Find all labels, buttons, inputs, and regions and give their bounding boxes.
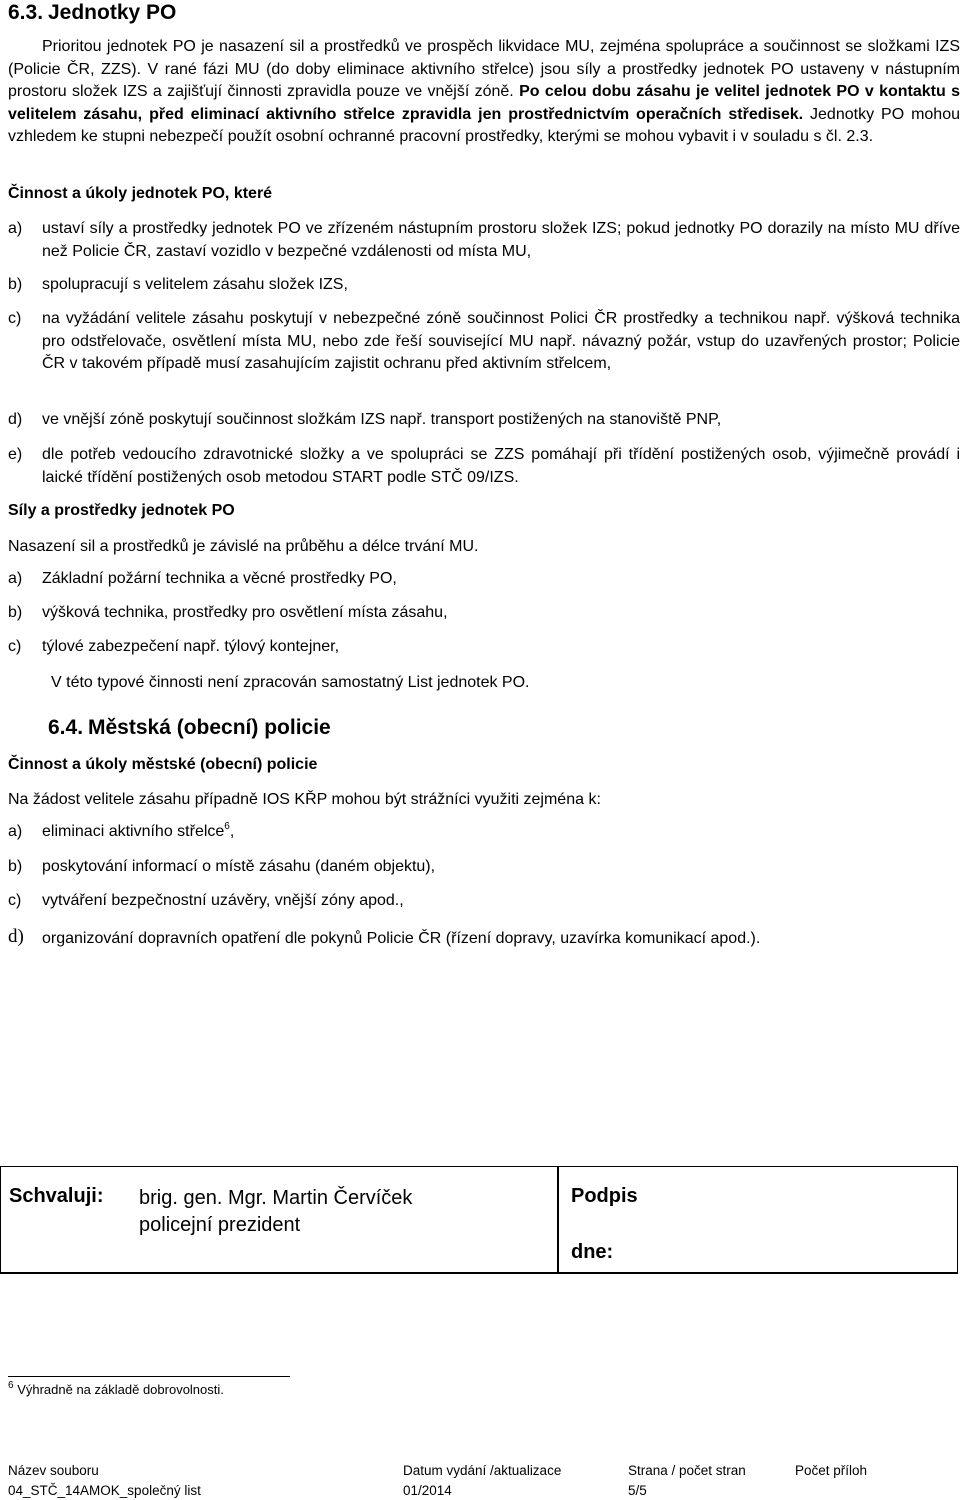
section-number: 6.4. (48, 716, 84, 739)
footer-page-label: Strana / počet stran (628, 1463, 746, 1478)
list-item: a) Základní požární technika a věcné prostředky PO, (8, 570, 397, 587)
list-item: c) vytváření bezpečnostní uzávěry, vnější zóny apod., (8, 892, 404, 909)
municipal-tasks-heading: Činnost a úkoly městské (obecní) policie (8, 756, 318, 773)
footnote-reference[interactable]: 6 (224, 821, 230, 832)
footnote-divider (8, 1376, 290, 1377)
list-item: c) týlové zabezpečení např. týlový kontejner, (8, 638, 340, 655)
list-item: d) ve vnější zóně poskytují součinnost složkám IZS např. transport postižených na stanoviště PNP, (8, 411, 722, 428)
footer-attachments-label: Počet příloh (795, 1463, 868, 1478)
approver-name: brig. gen. Mgr. Martin Červíček policejní prezident (139, 1185, 412, 1239)
municipal-intro: Na žádost velitele zásahu případně IOS KŘP mohou být strážníci využiti zejména k: (8, 791, 601, 808)
approver-role: policejní prezident (139, 1214, 301, 1236)
list-item: c) na vyžádání velitele zásahu poskytují v nebezpečné zóně součinnost Polici ČR prostředky a technikou např. výšková technika pro odstřelovače, osvětlení místa MU, nebo zde řeší související MU např. návazný požár, vstup do uzavřených prostor; Policie ČR v takovém případě musí zasahujícím zajistit ochranu před aktivním střelcem, (8, 310, 960, 372)
emphasized-sentence: Po celou dobu zásahu je velitel jednotek PO v kontaktu s velitelem zásahu, před eliminací aktivního střelce zpravidla jen prostřednictvím operačních středisek. (8, 83, 960, 123)
list-item: a) eliminaci aktivního střelce$^6$, (8, 821, 235, 840)
footer-file-value: 04_STČ_14AMOK_společný list (8, 1483, 201, 1498)
list-item: d) organizování dopravních opatření dle pokynů Policie ČR (řízení dopravy, uzavírka komunikací apod.). (8, 926, 761, 947)
approval-label: Schvaluji: (9, 1185, 104, 1207)
list-item: a) ustaví síly a prostředky jednotek PO ve zřízeném nástupním prostoru složek IZS; pokud jednotky PO dorazily na místo MU dříve než Policie ČR, zastaví vozidlo v bezpečné vzdálenosti od místa MU, (8, 220, 960, 260)
list-item: b) spolupracují s velitelem zásahu složek IZS, (8, 276, 348, 293)
list-item: e) dle potřeb vedoucího zdravotnické složky a ve spolupráci se ZZS pomáhají při třídění postižených osob, výjimečně provádí i laické třídění postižených osob metodou START podle STČ 09/IZS. (8, 446, 960, 486)
section-heading-6-3 (8, 1, 176, 25)
footer-date-value: 01/2014 (403, 1483, 452, 1498)
list-item: b) poskytování informací o místě zásahu (daném objektu), (8, 858, 436, 875)
footnote: $^6$ Výhradně na základě dobrovolnosti. (8, 1380, 224, 1397)
approval-divider (557, 1167, 559, 1272)
section-number: 6.3. (8, 1, 44, 24)
forces-intro: Nasazení sil a prostředků je závislé na průběhu a délce trvání MU. (8, 538, 479, 555)
note-text: V této typové činnosti není zpracován samostatný List jednotek PO. (51, 674, 530, 691)
section-title: Jednotky PO (48, 1, 177, 24)
tasks-heading: Činnost a úkoly jednotek PO, které (8, 185, 273, 202)
section-intro-paragraph: Prioritou jednotek PO je nasazení sil a prostředků ve prospěch likvidace MU, zejména spolupráce a součinnost se složkami IZS (Policie ČR, ZZS). V rané fázi MU (do doby eliminace aktivního střelce) jsou síly a prostředky jednotek PO ustaveny v nástupním prostoru složek IZS a zajišťují činnosti zpravidla pouze ve vnější zóně. Po celou dobu zásahu je velitel jednotek PO v kontaktu s velitelem zásahu, před eliminací aktivního střelce zpravidla jen prostřednictvím operačních středisek. Jednotky PO mohou vzhledem ke stupni nebezpečí použít osobní ochranné pracovní prostředky, kterými se mohou vybavit i v souladu s čl. 2.3. (8, 38, 960, 145)
signature-label: Podpis (571, 1185, 638, 1207)
section-title: Městská (obecní) policie (88, 716, 331, 739)
list-item: b) výšková technika, prostředky pro osvětlení místa zásahu, (8, 604, 448, 621)
forces-heading: Síly a prostředky jednotek PO (8, 502, 235, 519)
footer-page-value: 5/5 (628, 1483, 647, 1498)
section-heading-6-4 (48, 716, 331, 740)
date-label: dne: (571, 1241, 614, 1263)
approval-box (0, 1166, 958, 1274)
footer-date-label: Datum vydání /aktualizace (403, 1463, 562, 1478)
footer-file-label: Název souboru (8, 1463, 99, 1478)
